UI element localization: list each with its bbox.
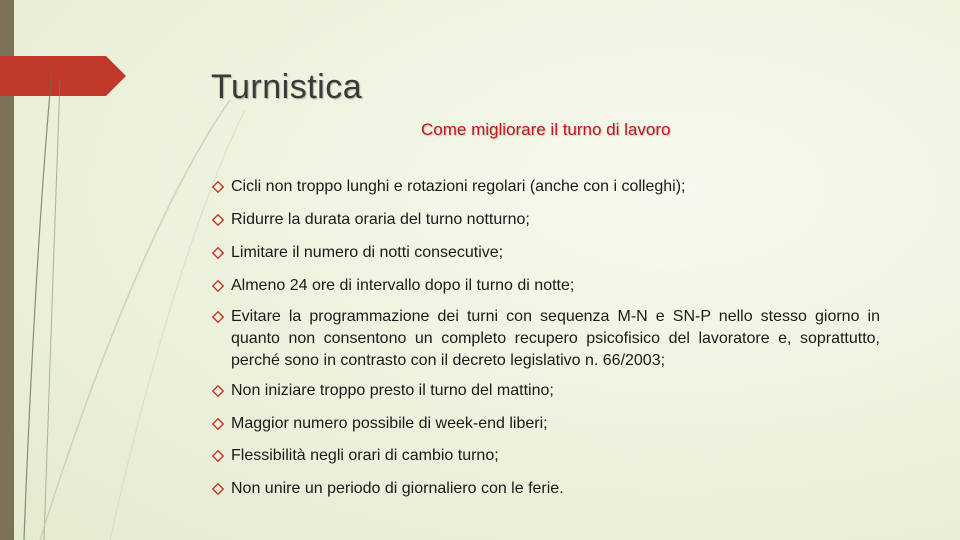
bullet-item [212, 176, 880, 198]
bullet-text: Non unire un periodo di giornaliero con le ferie. [231, 480, 564, 497]
slide-subtitle: Come migliorare il turno di lavoro [421, 120, 671, 139]
bullet-item [212, 306, 880, 372]
bullet-item [212, 242, 880, 264]
diamond-outline-icon [212, 450, 224, 462]
diamond-outline-icon [212, 385, 224, 397]
bullet-item [212, 478, 880, 500]
diamond-outline-icon [212, 280, 224, 292]
bullet-text: Ridurre la durata oraria del turno notturno; [231, 211, 530, 228]
bullet-text: Limitare il numero di notti consecutive; [231, 244, 504, 261]
diamond-outline-icon [212, 311, 224, 323]
bullet-text: Non iniziare troppo presto il turno del mattino; [231, 382, 554, 399]
bullet-item [212, 380, 880, 402]
diamond-outline-icon [212, 247, 224, 259]
bullet-text: Maggior numero possibile di week-end liberi; [231, 415, 548, 432]
diamond-outline-icon [212, 181, 224, 193]
bullet-item [212, 275, 880, 297]
bullet-item [212, 209, 880, 231]
bullet-text: Cicli non troppo lunghi e rotazioni regolari (anche con i colleghi); [231, 178, 686, 195]
bullet-text: Flessibilità negli orari di cambio turno; [231, 447, 499, 464]
diamond-outline-icon [212, 214, 224, 226]
diamond-outline-icon [212, 418, 224, 430]
slide-title: Turnistica [211, 68, 363, 106]
bullet-item [212, 445, 880, 467]
bullet-item [212, 413, 880, 435]
accent-arrow-tab [0, 56, 126, 96]
bullet-text: Almeno 24 ore di intervallo dopo il turno di notte; [231, 277, 575, 294]
bullet-text: Evitare la programmazione dei turni con sequenza M-N e SN-P nello stesso giorno in quanto non consentono un completo recupero psicofisico del lavoratore e, soprattutto, perché sono in contrasto con il decreto legislativo n. 66/2003; [231, 308, 880, 369]
diamond-outline-icon [212, 483, 224, 495]
